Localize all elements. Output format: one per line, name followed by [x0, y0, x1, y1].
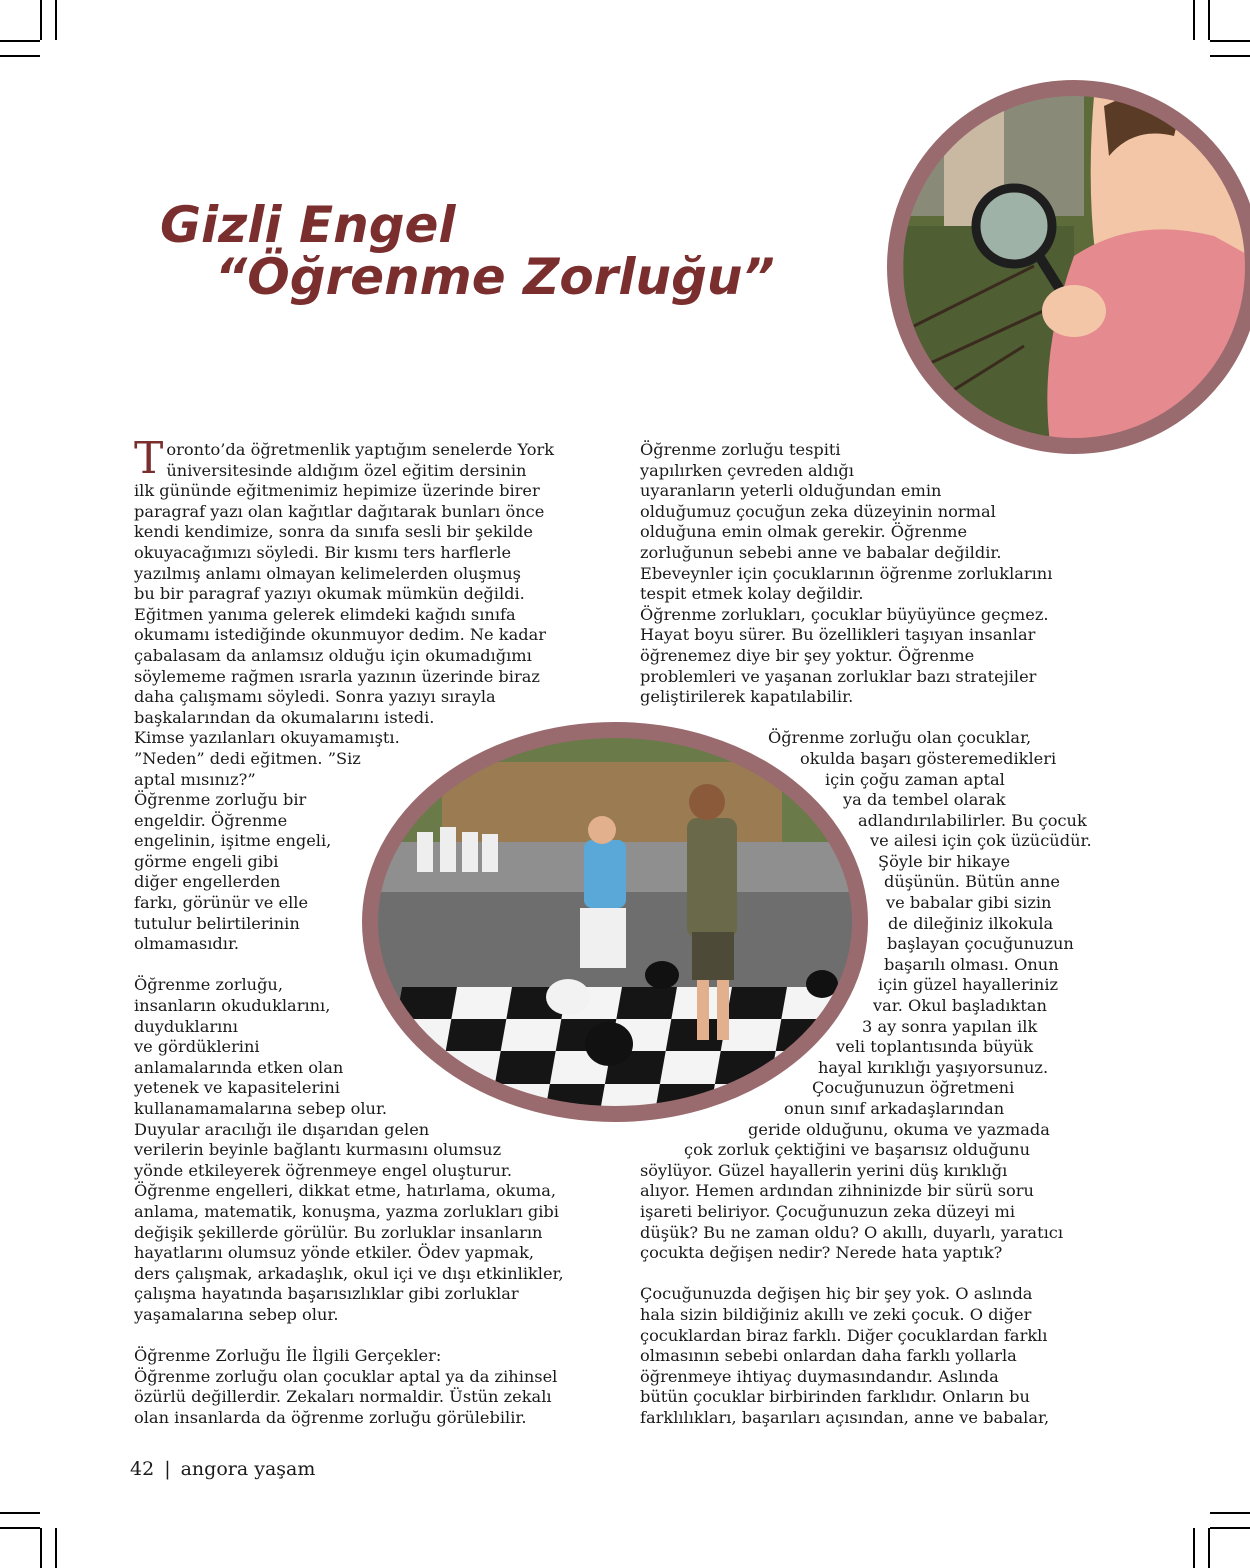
text-line: daha çalışmamı söyledi. Sonra yazıyı sırayla [134, 687, 496, 707]
text-line: Şöyle bir hikaye [878, 851, 1011, 871]
text-line: görme engeli gibi [134, 851, 279, 871]
text-line: yetenek ve kapasitelerini [134, 1078, 340, 1098]
article-title-line2: “Öğrenme Zorluğu” [215, 248, 775, 306]
text-line: yazılmış anlamı olmayan kelimelerden oluşmuş [134, 563, 521, 583]
text-line: Öğrenme zorluğu tespiti [640, 440, 841, 459]
text-line: olan insanlarda da öğrenme zorluğu görülebilir. [134, 1407, 527, 1427]
text-line: ve ailesi için çok üzücüdür. [870, 831, 1092, 851]
text-line: aptal mısınız?” [134, 769, 256, 789]
text-line: çok zorluk çektiğini ve başarısız olduğunu [684, 1140, 1031, 1160]
text-line: ve babalar gibi sizin [886, 893, 1052, 913]
text-line: düşük? Bu ne zaman oldu? O akıllı, duyarlı, yaratıcı [640, 1222, 1064, 1242]
drop-cap: T [134, 433, 164, 484]
text-line: Öğrenme zorlukları, çocuklar büyüyünce geçmez. [640, 604, 1049, 624]
crop-mark [1210, 40, 1250, 42]
text-line: bu bir paragraf yazıyı okumak mümkün değildi. [134, 584, 525, 604]
text-line: başlayan çocuğunuzun [887, 934, 1074, 954]
text-line: işareti beliriyor. Çocuğunuzun zeka düzeyi mi [640, 1201, 1016, 1221]
text-line: farkı, görünür ve elle [134, 893, 309, 913]
text-line: söylememe rağmen ısrarla yazının üzerinde biraz [134, 666, 540, 686]
text-line: Öğrenme engelleri, dikkat etme, hatırlama, okuma, [134, 1181, 557, 1201]
paragraph [640, 440, 1120, 708]
text-line: kendi kendimize, sonra da sınıfa sesli bir şekilde [134, 522, 533, 542]
text-line: tutulur belirtilerinin [134, 913, 300, 933]
text-line: Öğrenme zorluğu olan çocuklar aptal ya da zihinsel [134, 1366, 558, 1386]
crop-mark [40, 0, 42, 40]
crop-mark [0, 1527, 40, 1529]
text-line: Kimse yazılanları okuyamamıştı. [134, 728, 400, 748]
text-line: oronto’da öğretmenlik yaptığım senelerde York [166, 440, 555, 459]
text-line: ”Neden” dedi eğitmen. ”Siz [134, 748, 361, 768]
text-line: diğer engellerden [134, 872, 281, 892]
text-line: yönde etkileyerek öğrenmeye engel oluşturur. [134, 1160, 513, 1180]
crop-mark [55, 1528, 57, 1568]
text-line: Öğrenme zorluğu olan çocuklar, [768, 728, 1032, 748]
page-number: 42 [130, 1458, 155, 1480]
text-line: yaşamalarına sebep olur. [134, 1304, 339, 1324]
text-line: başkalarından da okumalarını istedi. [134, 707, 435, 727]
text-line: duyduklarını [134, 1016, 238, 1036]
text-line: çabalasam da anlamsız olduğu için okumadığımı [134, 645, 532, 665]
section-heading: Öğrenme Zorluğu İle İlgili Gerçekler: [134, 1346, 442, 1366]
text-line: çocuklardan biraz farklı. Diğer çocuklardan farklı [640, 1325, 1048, 1345]
crop-mark [1210, 1512, 1250, 1514]
text-line: ve gördüklerini [134, 1037, 260, 1057]
left-column [134, 433, 614, 1429]
paragraph [640, 1284, 1120, 1428]
text-line: özürlü değillerdir. Zekaları normaldir. Üstün zekalı [134, 1387, 552, 1407]
crop-mark [40, 1528, 42, 1568]
text-line: hala sizin bildiğiniz akıllı ve zeki çocuk. O diğer [640, 1304, 1032, 1324]
text-line: olmamasıdır. [134, 934, 240, 954]
text-line: var. Okul başladıktan [873, 996, 1047, 1016]
text-line: engeldir. Öğrenme [134, 810, 288, 830]
magazine-name: angora yaşam [180, 1458, 316, 1480]
text-line: problemleri ve yaşanan zorluklar bazı stratejiler [640, 666, 1037, 686]
text-line: hayal kırıklığı yaşıyorsunuz. [818, 1057, 1049, 1077]
crop-mark [1193, 1528, 1195, 1568]
text-line: için güzel hayalleriniz [878, 975, 1059, 995]
text-line: geliştirilerek kapatılabilir. [640, 687, 854, 707]
text-line: için çoğu zaman aptal [825, 769, 1005, 789]
text-line: çocukta değişen nedir? Nerede hata yaptık? [640, 1243, 1003, 1263]
text-line: farklılıkları, başarıları açısından, anne ve babalar, [640, 1407, 1050, 1427]
text-line: adlandırılabilirler. Bu çocuk [858, 810, 1087, 830]
text-line: insanların okuduklarını, [134, 996, 331, 1016]
crop-mark [1210, 55, 1250, 57]
text-line: tespit etmek kolay değildir. [640, 584, 864, 604]
text-line: hayatlarını olumsuz yönde etkiler. Ödev yapmak, [134, 1243, 535, 1263]
paragraph [134, 1346, 614, 1428]
text-line: okuyacağımızı söyledi. Bir kısmı ters harflerle [134, 542, 512, 562]
text-line: Öğrenme zorluğu, [134, 975, 283, 995]
text-line: düşünün. Bütün anne [884, 872, 1060, 892]
text-line: anlama, matematik, konuşma, yazma zorlukları gibi [134, 1201, 559, 1221]
text-line: çalışma hayatında başarısızlıklar gibi zorluklar [134, 1284, 519, 1304]
crop-mark [1210, 1527, 1250, 1529]
text-line: öğrenmeye ihtiyaç duymasındandır. Aslında [640, 1366, 999, 1386]
text-line: olduğumuz çocuğun zeka düzeyinin normal [640, 501, 996, 521]
crop-mark [0, 1512, 40, 1514]
text-line: söylüyor. Güzel hayallerin yerini düş kırıklığı [640, 1160, 1008, 1180]
text-line: okulda başarı gösteremedikleri [800, 748, 1057, 768]
text-line: zorluğunun sebebi anne ve babalar değildir. [640, 542, 1002, 562]
text-line: onun sınıf arkadaşlarından [784, 1099, 1005, 1118]
text-line: Duyular aracılığı ile dışarıdan gelen [134, 1119, 430, 1139]
text-line: Eğitmen yanıma gelerek elimdeki kağıdı sınıfa [134, 604, 516, 624]
text-line: Ebeveynler için çocuklarının öğrenme zorluklarını [640, 563, 1053, 583]
right-column [640, 440, 1120, 1429]
text-line: veli toplantısında büyük [836, 1037, 1034, 1057]
text-line: Çocuğunuzun öğretmeni [812, 1078, 1015, 1098]
crop-mark [0, 40, 40, 42]
text-line: Çocuğunuzda değişen hiç bir şey yok. O aslında [640, 1284, 1033, 1304]
text-line: 3 ay sonra yapılan ilk [862, 1016, 1038, 1036]
text-line: yapılırken çevreden aldığı [640, 460, 854, 480]
crop-mark [1208, 1528, 1210, 1568]
text-line: ya da tembel olarak [843, 790, 1006, 810]
text-line: ilk gününde eğitmenimiz hepimize üzerinde birer [134, 481, 540, 501]
footer-separator: | [164, 1458, 171, 1480]
crop-mark [55, 0, 57, 40]
text-line: Hayat boyu sürer. Bu özellikleri taşıyan insanlar [640, 625, 1036, 645]
text-line: olduğuna emin olmak gerekir. Öğrenme [640, 522, 968, 542]
text-line: uyaranların yeterli olduğundan emin [640, 481, 942, 501]
text-line: verilerin beyinle bağlantı kurmasını olumsuz [134, 1140, 502, 1160]
article-title-line1: Gizli Engel [160, 196, 456, 254]
text-line: okumamı istediğinde okunmuyor dedim. Ne kadar [134, 625, 546, 645]
text-line: geride olduğunu, okuma ve yazmada [748, 1119, 1050, 1139]
text-line: de dileğiniz ilkokula [888, 913, 1054, 933]
text-line: anlamalarında etken olan [134, 1057, 344, 1077]
text-line: ders çalışmak, arkadaşlık, okul içi ve dışı etkinlikler, [134, 1263, 564, 1283]
text-line: öğrenemez diye bir şey yoktur. Öğrenme [640, 645, 975, 665]
text-line: başarılı olması. Onun [884, 954, 1059, 974]
paragraph [640, 728, 1120, 1263]
text-line: bütün çocuklar birbirinden farklıdır. Onların bu [640, 1387, 1030, 1407]
text-line: engelinin, işitme engeli, [134, 831, 332, 851]
text-line: kullanamamalarına sebep olur. [134, 1099, 388, 1118]
paragraph [134, 433, 614, 955]
text-line: olmasının sebebi onlardan daha farklı yollarla [640, 1346, 1017, 1366]
paragraph [134, 975, 614, 1325]
text-line: değişik şekillerde görülür. Bu zorluklar insanların [134, 1222, 543, 1242]
page-footer [130, 1458, 315, 1480]
text-line: Öğrenme zorluğu bir [134, 790, 307, 810]
crop-mark [0, 55, 40, 57]
text-line: üniversitesinde aldığım özel eğitim dersinin [166, 460, 527, 480]
crop-mark [1193, 0, 1195, 40]
crop-mark [1208, 0, 1210, 40]
magnifier-child-photo [884, 66, 1250, 468]
text-line: alıyor. Hemen ardından zihninizde bir sürü soru [640, 1181, 1034, 1201]
text-line: paragraf yazı olan kağıtlar dağıtarak bunları önce [134, 501, 545, 521]
